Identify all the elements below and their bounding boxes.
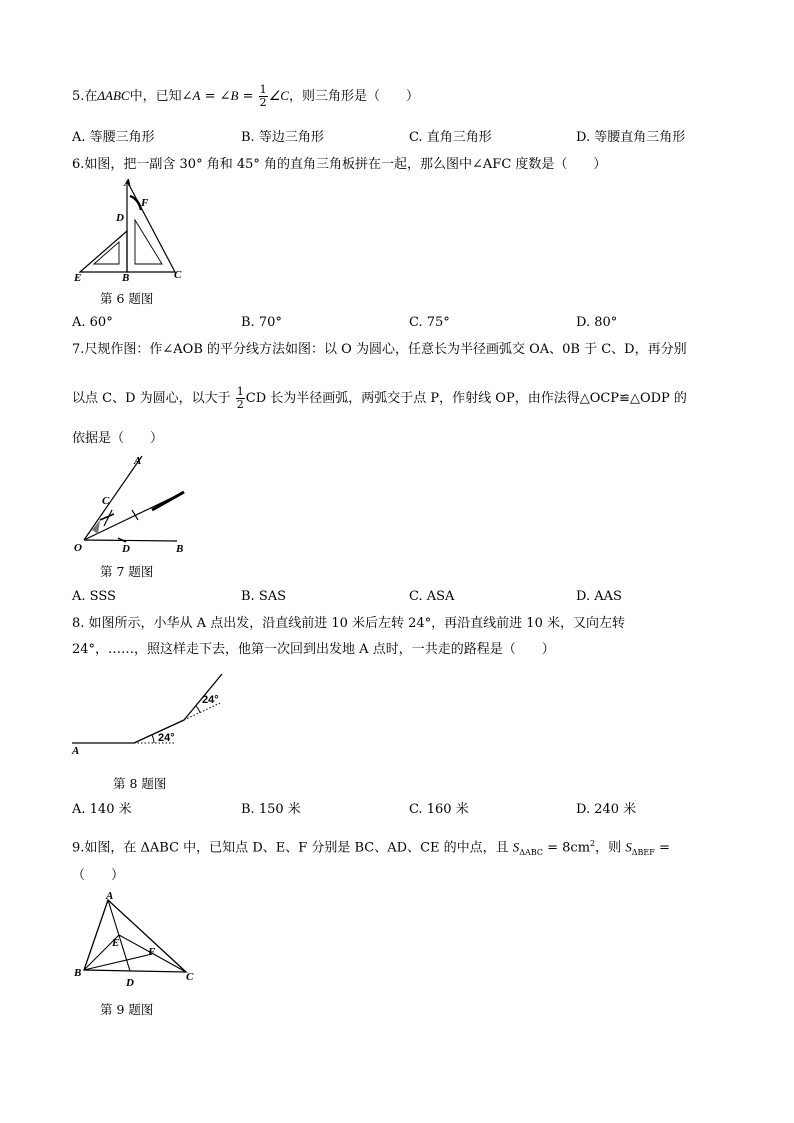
q7-line3: 依据是（ ） bbox=[72, 431, 164, 446]
q9-line1 bbox=[72, 836, 670, 861]
q8-line1: 8. 如图所示，小华从 A 点出发，沿直线前进 10 米后左转 24°，再沿直线前进 10 米，又向左转 bbox=[72, 616, 625, 631]
q7-label-o: O bbox=[74, 542, 82, 554]
q9-line2: （ ） bbox=[72, 868, 125, 883]
q9-area-value: = 8cm bbox=[542, 840, 591, 856]
q7-option-c: C. ASA bbox=[409, 589, 455, 604]
q6-mark bbox=[130, 196, 141, 210]
q6-option-a: A. 60° bbox=[72, 315, 113, 330]
q6-figure bbox=[72, 176, 192, 284]
q9-line1-prefix: 9.如图，在 ΔABC 中，已知点 D、E、F 分别是 BC、AD、CE 的中点，且 bbox=[72, 840, 513, 856]
q9-line1-mid: ，则 bbox=[595, 840, 626, 856]
q9-target-s: S bbox=[625, 839, 632, 855]
q9-label-e: E bbox=[112, 937, 120, 949]
q5-angle-c: ∠C bbox=[268, 88, 289, 103]
q8-line2: 24°，……，照这样走下去，他第一次回到出发地 A 点时，一共走的路程是（ ） bbox=[72, 642, 555, 657]
q9-area-exp: 2 bbox=[590, 839, 596, 848]
q9-label-f: F bbox=[148, 946, 156, 958]
q7-label-d: D bbox=[122, 543, 130, 555]
q7-label-c: C bbox=[102, 495, 110, 507]
q7-line1: 7.尺规作图：作∠AOB 的平分线方法如图：以 O 为圆心，任意长为半径画弧交 OA、0B 于 C、D，再分别 bbox=[72, 342, 687, 357]
q9-label-b: B bbox=[74, 967, 82, 979]
q6-45-triangle bbox=[80, 231, 127, 272]
q9-label-c: C bbox=[186, 971, 194, 983]
q9-label-d: D bbox=[126, 977, 134, 989]
q6-label-d: D bbox=[116, 212, 124, 224]
q9-caption: 第 9 题图 bbox=[100, 1002, 154, 1017]
q7-line2-suffix: CD 长为半径画弧，两弧交于点 P，作射线 OP，由作法得△OCP≌△ODP 的 bbox=[245, 391, 687, 406]
q7-option-d: D. AAS bbox=[576, 589, 622, 604]
q6-label-c: C bbox=[174, 269, 182, 281]
q9-figure bbox=[72, 892, 202, 992]
q5-angle-b: B bbox=[230, 88, 239, 103]
q5-option-b: B. 等边三角形 bbox=[241, 130, 324, 145]
q6-label-a: A bbox=[124, 177, 132, 189]
q6-45-triangle-hole bbox=[94, 242, 119, 264]
q6-label-f: F bbox=[141, 197, 149, 209]
q5-stem bbox=[72, 84, 419, 109]
q5-frac-den: 2 bbox=[259, 96, 267, 109]
q7-ray-oa bbox=[84, 456, 142, 540]
q9-label-a: A bbox=[106, 890, 114, 902]
q6-option-d: D. 80° bbox=[576, 315, 618, 330]
q6-label-b: B bbox=[122, 272, 130, 284]
q5-option-d: D. 等腰直角三角形 bbox=[576, 130, 686, 145]
q9-segment-bf bbox=[84, 954, 152, 970]
q6-30-triangle bbox=[127, 181, 175, 272]
q6-option-b: B. 70° bbox=[241, 315, 282, 330]
q5-stem-prefix: 5.在 bbox=[72, 89, 98, 104]
q8-option-a: A. 140 米 bbox=[72, 802, 132, 817]
q8-arc-2 bbox=[196, 706, 200, 713]
q8-angle-label-1: 24° bbox=[158, 732, 175, 744]
q9-target-sub: ΔBEF bbox=[631, 847, 655, 857]
q8-arc-1 bbox=[152, 735, 154, 743]
q8-option-c: C. 160 米 bbox=[409, 802, 469, 817]
q7-caption: 第 7 题图 bbox=[100, 564, 154, 579]
q7-fraction bbox=[236, 386, 245, 411]
q7-label-a: A bbox=[134, 455, 142, 467]
q5-fraction bbox=[259, 84, 268, 109]
q8-angle-label-2: 24° bbox=[202, 694, 219, 706]
q9-area-sub: ΔABC bbox=[519, 847, 543, 857]
q5-stem-suffix: ，则三角形是（ ） bbox=[288, 89, 419, 104]
q7-figure bbox=[72, 450, 192, 554]
q6-caption: 第 6 题图 bbox=[100, 291, 154, 306]
q9-area-s: S bbox=[512, 839, 520, 855]
q7-line2 bbox=[72, 386, 687, 411]
q5-option-c: C. 直角三角形 bbox=[409, 130, 492, 145]
q7-frac-den: 2 bbox=[236, 398, 244, 411]
q5-triangle-name: ΔABC bbox=[97, 88, 130, 103]
q7-label-b: B bbox=[176, 543, 184, 555]
q6-stem: 6.如图，把一副含 30° 角和 45° 角的直角三角板拼在一起，那么图中∠AFC 度数是（ ） bbox=[72, 157, 607, 172]
q8-caption: 第 8 题图 bbox=[113, 776, 167, 791]
q7-option-b: B. SAS bbox=[241, 589, 287, 604]
q9-triangle-abc bbox=[84, 900, 186, 972]
q8-option-d: D. 240 米 bbox=[576, 802, 637, 817]
q5-stem-mid: 中，已知∠ bbox=[129, 89, 193, 104]
q7-line2-prefix: 以点 C、D 为圆心，以大于 bbox=[72, 391, 231, 406]
q5-eq1: = ∠ bbox=[200, 89, 231, 104]
q6-30-triangle-hole bbox=[135, 220, 162, 264]
q8-label-a: A bbox=[72, 745, 80, 757]
q5-angle-a: A bbox=[192, 88, 201, 103]
q5-eq2: = bbox=[238, 89, 254, 104]
q7-ray-op-thick bbox=[152, 492, 184, 510]
q7-ray-ob bbox=[84, 540, 177, 541]
q6-option-c: C. 75° bbox=[409, 315, 450, 330]
q6-label-e: E bbox=[74, 272, 82, 284]
q5-frac-num: 1 bbox=[259, 83, 267, 96]
q8-figure bbox=[72, 668, 242, 756]
q7-option-a: A. SSS bbox=[72, 589, 116, 604]
q5-option-a: A. 等腰三角形 bbox=[72, 130, 155, 145]
q8-option-b: B. 150 米 bbox=[241, 802, 301, 817]
q9-line1-suffix: = bbox=[654, 840, 670, 856]
q7-frac-num: 1 bbox=[236, 385, 244, 398]
